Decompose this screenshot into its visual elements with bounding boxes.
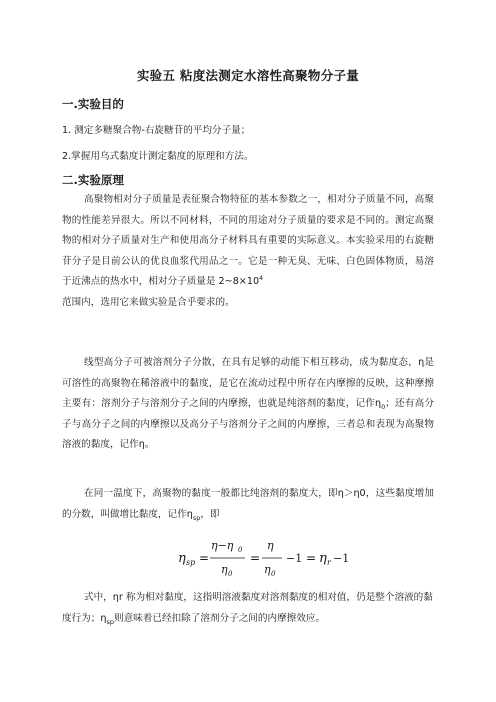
formula-rhs-end: −1 <box>333 552 350 565</box>
formula-equals-1: = <box>199 551 210 565</box>
p2-text: 线型高分子可被溶剂分子分散，在具有足够的动能下相互移动，成为黏度态，η是可溶性的高聚物在稀溶液中的黏度，是它在流动过程中所存在内摩擦的反映，这种摩擦主要有：溶剂分子与溶剂分子之间的内摩擦，也就是纯溶剂的黏度，记作η <box>62 357 434 409</box>
p4-text: 式中，ηr 称为相对黏度，这指明溶液黏度对溶剂黏度的相对值，仍是整个溶液的黏度行为；η <box>62 592 433 624</box>
formula-equals-3: = <box>306 551 317 565</box>
formula-frac2-den-sub: 0 <box>271 570 276 578</box>
principle-paragraph-2 <box>62 353 434 456</box>
p2-subscript: 0 <box>381 402 386 411</box>
p4-text-end: 则意味着已经扣除了溶剂分子之间的内摩擦效应。 <box>113 612 326 624</box>
principle-paragraph-3 <box>62 484 434 525</box>
p4-subscript: sp <box>106 617 114 626</box>
formula-rhs: η <box>319 551 327 566</box>
p3-text-end: ，即 <box>200 508 220 520</box>
formula-rhs-sub: r <box>327 558 331 567</box>
p2-text-end: ；还有高分子与高分子之间的内摩擦以及高分子与溶剂分子之间的内摩擦，三者总和表现为高聚物溶液的黏度，记作η。 <box>62 398 434 450</box>
purpose-item-1: 1. 测定多糖聚合物-右旋糖苷的平均分子量； <box>62 125 251 136</box>
p1-text: 高聚物相对分子质量是表征聚合物特征的基本参数之一，相对分子质量不同，高聚物的性能差异很大。所以不同材料，不同的用途对分子质量的要求是不同的。测定高聚物的相对分子质量对生产和使用高分子材料具有重要的实际意义。本实验采用的右旋糖苷分子是目前公认的优良血浆代用品之一。它是一种无臭、无味、白色固体物质，易溶于近沸点的热水中，相对分子质量是 2~8×10 <box>62 194 434 287</box>
principle-paragraph-4 <box>62 588 434 629</box>
page-title: 实验五 粘度法测定水溶性高聚物分子量 <box>136 68 360 83</box>
formula-frac2-den: η <box>264 563 271 576</box>
formula-frac2-num: η <box>267 539 274 552</box>
principle-paragraph-1 <box>62 190 434 313</box>
formula-lhs-sub: sp <box>186 558 196 567</box>
formula-frac1-den-sub: 0 <box>228 570 233 578</box>
section-heading-principle: 二.实验原理 <box>62 173 124 187</box>
formula-frac1-num: η−η <box>211 539 234 552</box>
purpose-item-2: 2.掌握用乌式黏度计测定黏度的原理和方法。 <box>62 151 254 162</box>
formula-frac1-num-sub: 0 <box>238 546 243 554</box>
formula-minus-one: −1 <box>286 552 303 565</box>
formula-frac1-den: η <box>221 563 228 576</box>
p1-exponent: 4 <box>259 273 264 282</box>
p1-text-end: 范围内，选用它来做实验是合乎要求的。 <box>62 296 235 308</box>
formula-lhs: η <box>178 551 186 566</box>
specific-viscosity-formula <box>0 532 496 580</box>
formula-equals-2: = <box>250 551 261 565</box>
section-heading-purpose: 一.实验目的 <box>62 97 124 111</box>
p3-text: 在同一温度下，高聚物的黏度一般都比纯溶剂的黏度大，即η＞η0，这些黏度增加的分数，叫做增比黏度，记作η <box>62 488 434 520</box>
p3-subscript: sp <box>192 513 201 522</box>
